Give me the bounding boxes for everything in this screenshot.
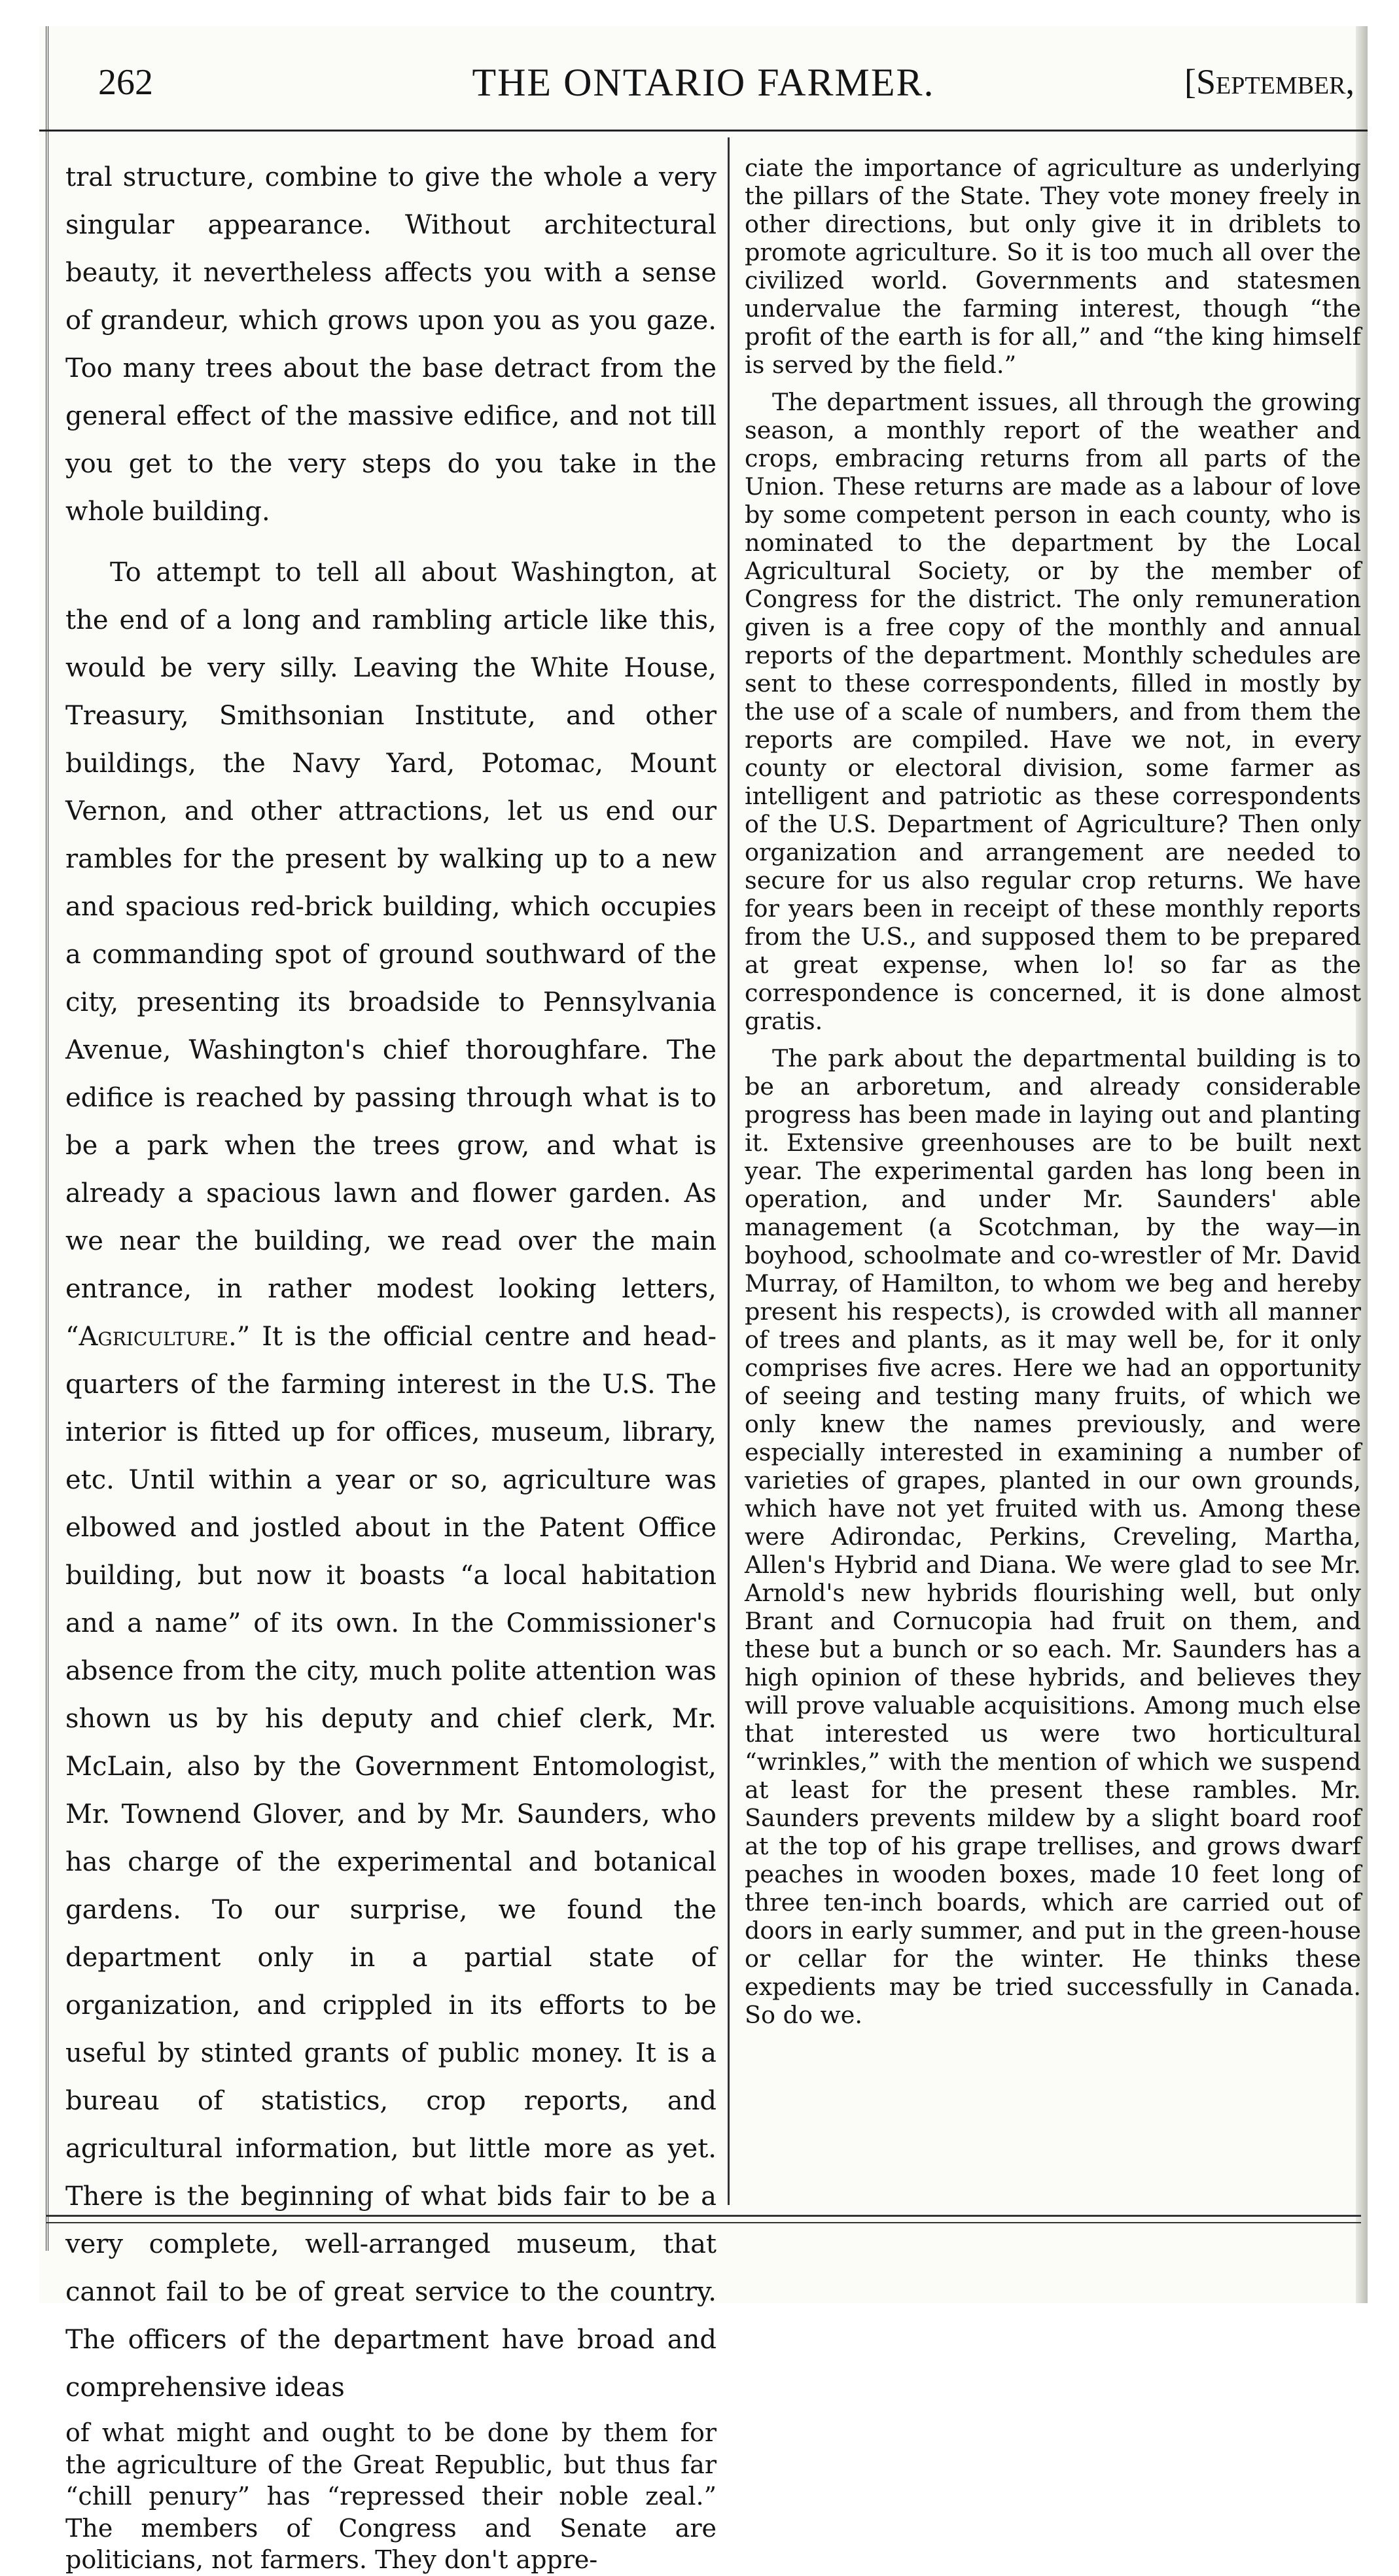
issue-month: [September,	[1184, 62, 1355, 101]
right-paragraph-2: The department issues, all through the growing season, a monthly report of the weather and crops, embracing returns from all parts of the Union. These returns are made as a labour of love by some competent person in each county, who is nominated to the department by the Local Agricultural Society, or by the member of Congress for the district. The only remuneration given is a free copy of the monthly and annual reports of the department. Monthly schedules are sent to these correspondents, filled in mostly by the use of a scale of numbers, and from them the reports are compiled. Have we not, in every county or electoral division, some farmer as intelligent and patriotic as these correspondents of the U.S. Department of Agriculture? Then only organization and arrangement are needed to secure for us also regular crop returns. We have for years been in receipt of these monthly reports from the U.S., and supposed them to be prepared at great expense, when lo! so far as the correspondence is concerned, it is done almost gratis.	[745, 388, 1361, 1035]
column-divider	[728, 137, 730, 2205]
agriculture-sign-text: Agriculture	[79, 1322, 228, 1352]
header-rule	[39, 130, 1368, 132]
left-paragraph-2-text-a: To attempt to tell all about Washington, at the end of a long and rambling article like this, would be very silly. Leaving the White House, Treasury, Smithsonian Institute, and other buildings, the Navy Yard, Potomac, Mount Vernon, and other attractions, let us end our rambles for the present by walking up to a new and spacious red-brick building, which occupies a commanding spot of ground southward of the city, presenting its broadside to Pennsylvania Avenue, Washington's chief thoroughfare. The edifice is reached by passing through what is to be a park when the trees grow, and what is already a spacious lawn and flower garden. As we near the building, we read over the main entrance, in rather modest looking letters, “	[65, 557, 717, 1352]
left-paragraph-2	[65, 549, 717, 2412]
journal-title: THE ONTARIO FARMER.	[472, 61, 935, 104]
left-paragraph-2-continuation: of what might and ought to be done by them for the agriculture of the Great Republic, but thus far “chill penury” has “repressed their noble zeal.” The members of Congress and Senate are politicians, not farmers. They don't appre-	[65, 2418, 717, 2574]
page-header	[39, 52, 1368, 124]
newspaper-page	[39, 26, 1368, 2574]
left-paragraph-2-text-b: .” It is the official centre and head-quarters of the farming interest in the U.S. The interior is fitted up for offices, museum, library, etc. Until within a year or so, agriculture was elbowed and jostled about in the Patent Office building, but now it boasts “a local habitation and a name” of its own. In the Commissioner's absence from the city, much polite attention was shown us by his deputy and chief clerk, Mr. McLain, also by the Government Entomologist, Mr. Townend Glover, and by Mr. Saunders, who has charge of the experimental and botanical gardens. To our surprise, we found the department only in a partial state of organization, and crippled in its efforts to be useful by stinted grants of public money. It is a bureau of statistics, crop reports, and agricultural information, but little more as yet. There is the beginning of what bids fair to be a very complete, well-arranged museum, that cannot fail to be of great service to the country. The officers of the department have broad and comprehensive ideas	[65, 1322, 717, 2403]
footer-rule	[46, 2215, 1361, 2223]
right-paragraph-1: ciate the importance of agriculture as underlying the pillars of the State. They vote money freely in other directions, but only give it in driblets to promote agriculture. So it is too much all over the civilized world. Governments and statesmen undervalue the farming interest, though “the profit of the earth is for all,” and “the king himself is served by the field.”	[745, 154, 1361, 379]
left-paragraph-1: tral structure, combine to give the whole a very singular appearance. Without architectural beauty, it nevertheless affects you with a sense of grandeur, which grows upon you as you gaze. Too many trees about the base detract from the general effect of the massive edifice, and not till you get to the very steps do you take in the whole building.	[65, 162, 717, 527]
left-border-rule	[46, 26, 48, 2251]
right-paragraph-3: The park about the departmental building is to be an arboretum, and already considerable progress has been made in laying out and planting it. Extensive greenhouses are to be built next year. The experimental garden has long been in operation, and under Mr. Saunders' able management (a Scotchman, by the way—in boyhood, schoolmate and co-wrestler of Mr. David Murray, of Hamilton, to whom we beg and hereby present his respects), is crowded with all manner of trees and plants, as it may well be, for it only comprises five acres. Here we had an opportunity of seeing and testing many fruits, of which we only knew the names previously, and were especially interested in examining a number of varieties of grapes, planted in our own grounds, which have not yet fruited with us. Among these were Adirondac, Perkins, Creveling, Martha, Allen's Hybrid and Diana. We were glad to see Mr. Arnold's new hybrids flourishing well, but only Brant and Cornucopia had fruit on them, and these but a bunch or so each. Mr. Saunders has a high opinion of these hybrids, and believes they will prove valuable acquisitions. Among much else that interested us were two horticultural “wrinkles,” with the mention of which we suspend at least for the present these rambles. Mr. Saunders prevents mildew by a slight board roof at the top of his grape trellises, and grows dwarf peaches in wooden boxes, made 10 feet long of three ten-inch boards, which are carried out of doors in early summer, and put in the green-house or cellar for the winter. He thinks these expedients may be tried successfully in Canada. So do we.	[745, 1044, 1361, 2029]
right-column	[745, 154, 1361, 2029]
page-number: 262	[98, 62, 153, 103]
left-column	[65, 154, 717, 2576]
